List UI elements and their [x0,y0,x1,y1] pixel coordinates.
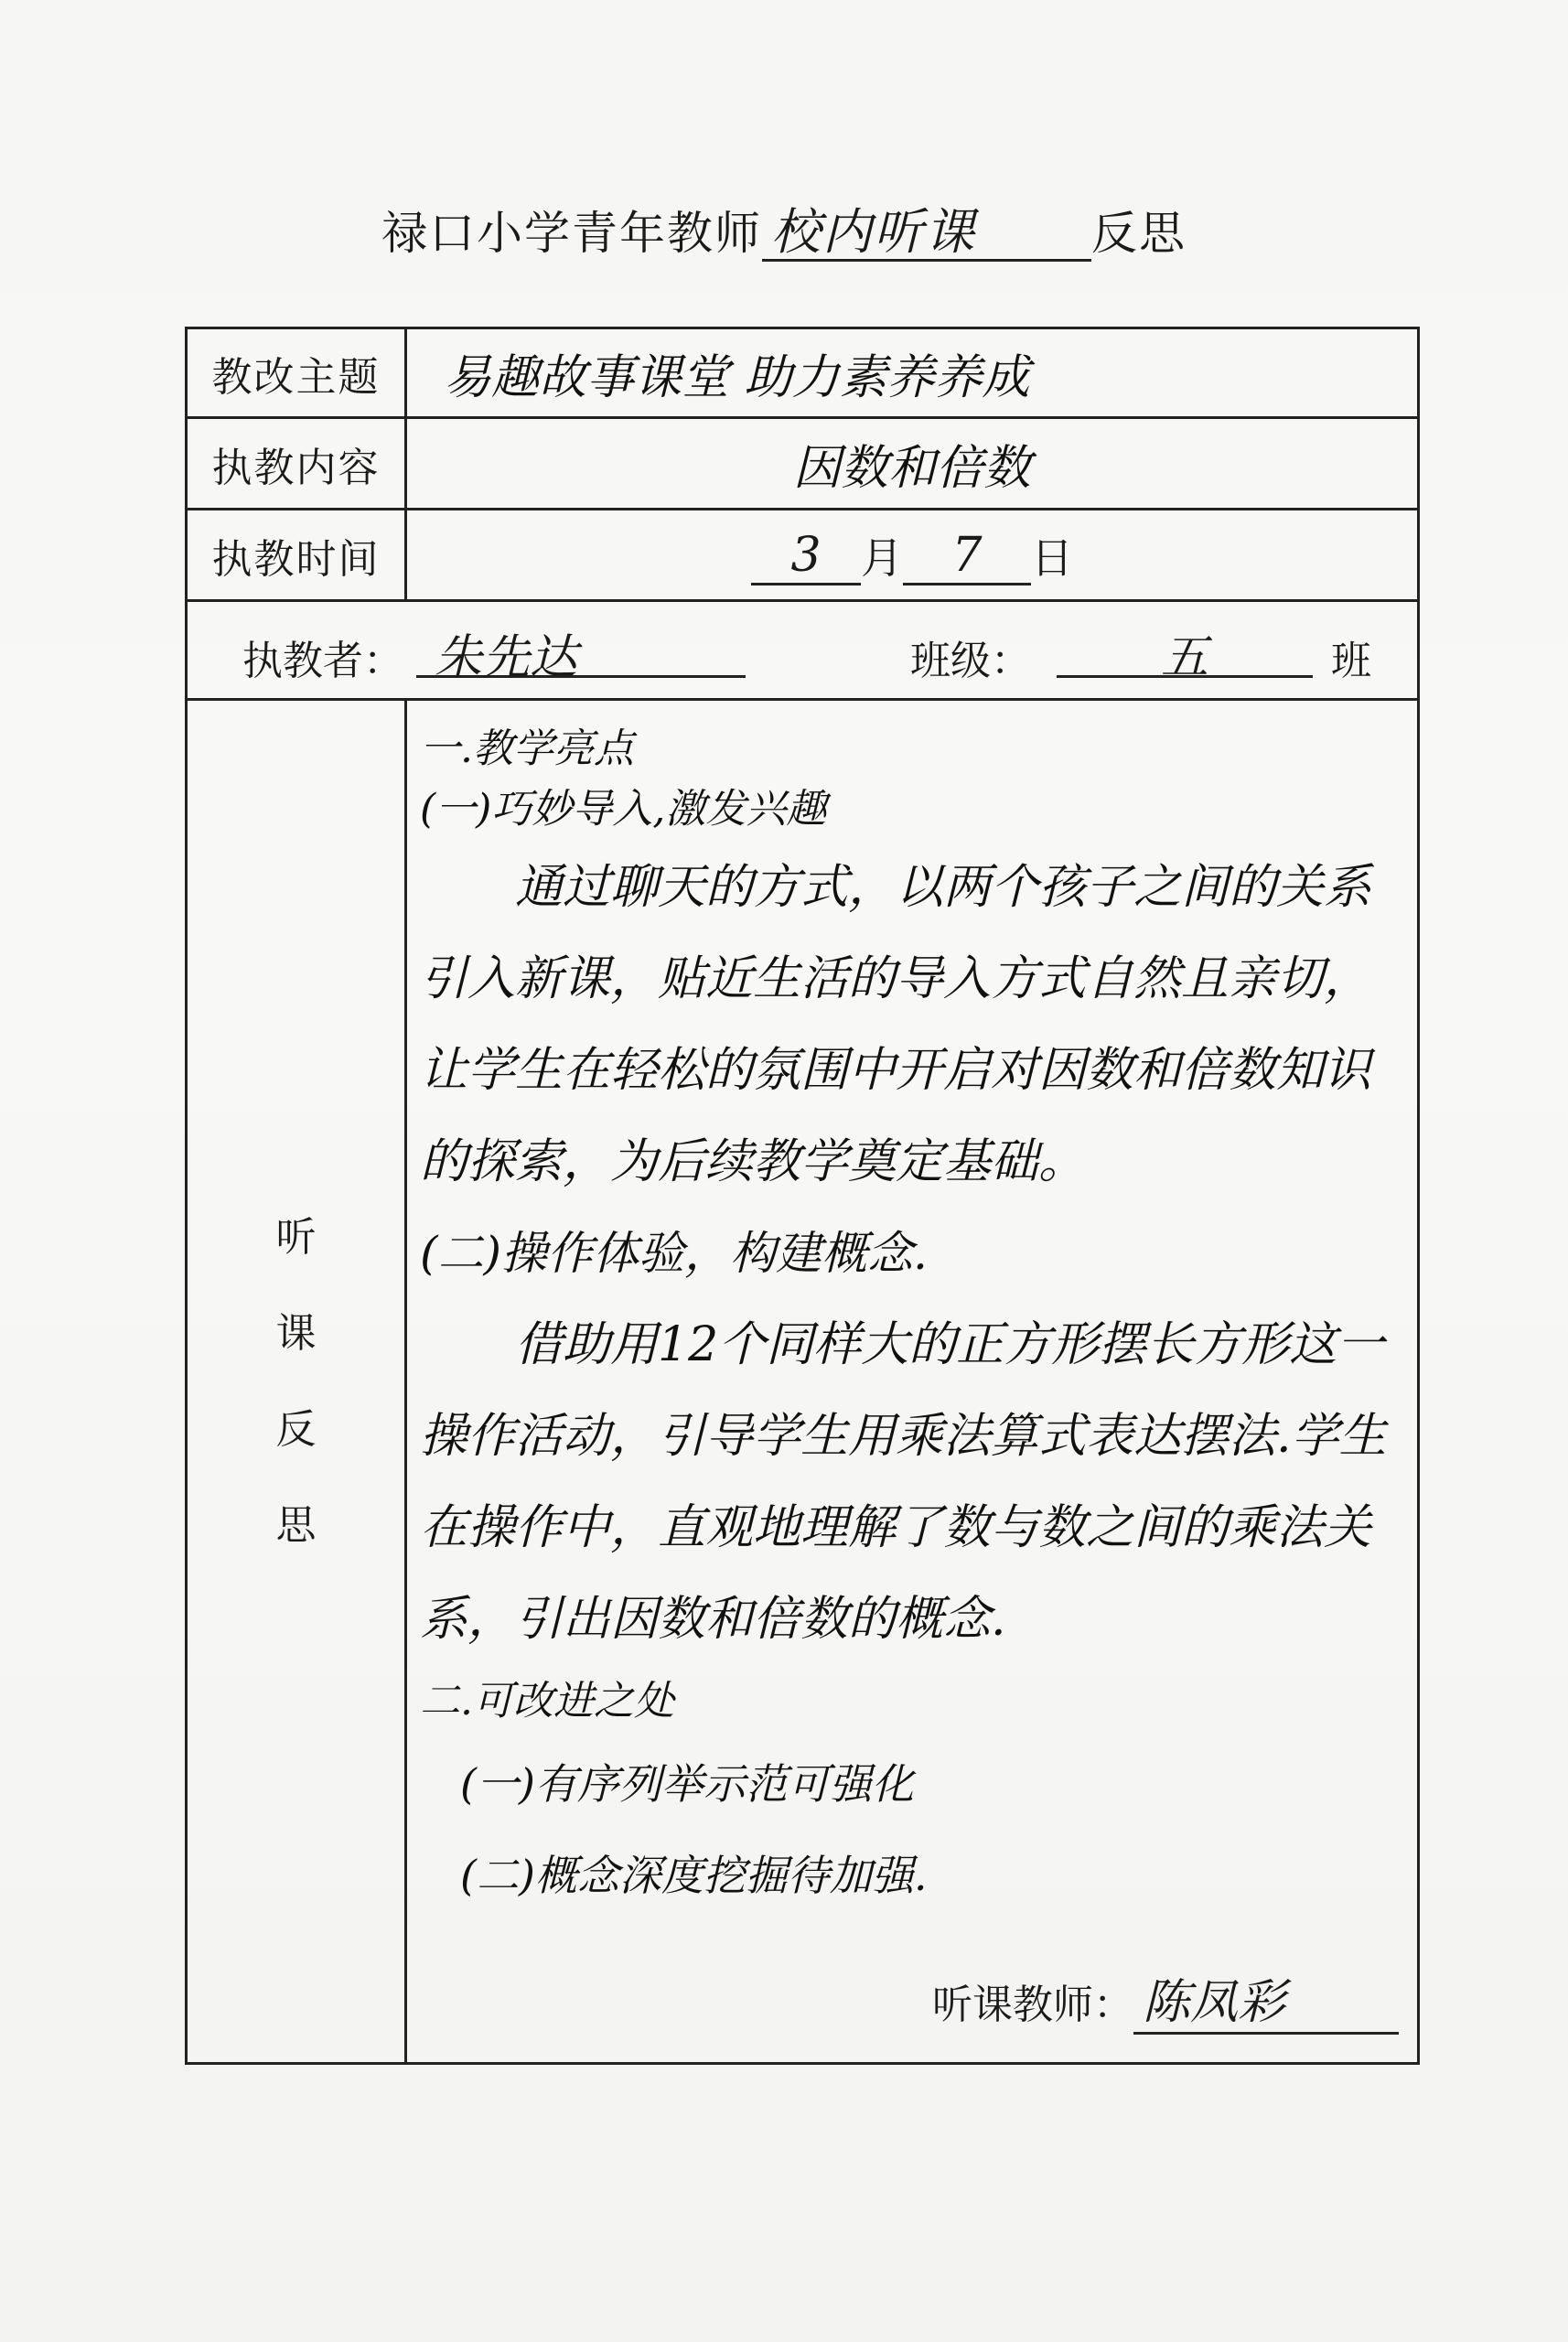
side-char-4: 思 [275,1502,317,1549]
side-char-2: 课 [275,1310,317,1357]
improve-item-2: (二)概念深度挖掘待加强. [460,1851,928,1900]
teacher-cell [187,601,1419,700]
sub2-title: (二)操作体验，构建概念. [420,1227,928,1280]
side-char-3: 反 [275,1406,317,1453]
day-unit: 日 [1031,532,1073,583]
listener-label: 听课教师： [932,1982,1133,2028]
content-label: 执教内容 [187,418,406,510]
class-value: 五 [1057,618,1313,678]
class-label: 班级： [910,638,1031,684]
month-value: 3 [751,528,861,586]
row-theme [187,328,1419,418]
title-suffix: 反思 [1091,207,1187,260]
section2-title: 二.可改进之处 [420,1678,674,1724]
side-char-1: 听 [275,1214,317,1261]
listener-signature: 陈凤彩 [1133,1963,1399,2035]
row-content [187,418,1419,510]
time-label: 执教时间 [187,510,406,601]
page-title [0,197,1568,263]
row-reflection [187,700,1419,2064]
row-time [187,510,1419,601]
row-teacher [187,601,1419,700]
teacher-name: 朱先达 [416,618,746,678]
theme-label: 教改主题 [187,328,406,418]
reflection-side-label [187,700,406,2064]
improve-item-1: (一)有序列举示范可强化 [460,1759,914,1809]
sub2-text: 借助用12个同样大的正方形摆长方形这一操作活动，引导学生用乘法算式表达摆法.学生在操作中，直观地理解了数与数之间的乘法关系，引出因数和倍数的概念. [420,1317,1387,1647]
sub1-text: 通过聊天的方式，以两个孩子之间的关系引入新课，贴近生活的导入方式自然且亲切，让学生在轻松的氛围中开启对因数和倍数知识的探索，为后续教学奠定基础。 [420,860,1372,1189]
day-value: 7 [903,528,1031,586]
class-unit: 班 [1331,638,1371,684]
lesson-form-table [185,327,1420,2065]
teacher-label: 执教者： [242,638,403,684]
reflection-cell [406,700,1419,2064]
time-value [406,510,1419,601]
section1-title: 一.教学亮点 [420,725,634,772]
month-unit: 月 [861,532,903,583]
title-fill-handwritten: 校内听课 [762,205,1091,262]
title-prefix: 禄口小学青年教师 [381,207,762,260]
sub1-title: (一)巧妙导入,激发兴趣 [420,786,827,833]
content-value: 因数和倍数 [406,418,1419,510]
listener-signature-line [932,1963,1399,2035]
theme-value: 易趣故事课堂 助力素养养成 [406,328,1419,418]
